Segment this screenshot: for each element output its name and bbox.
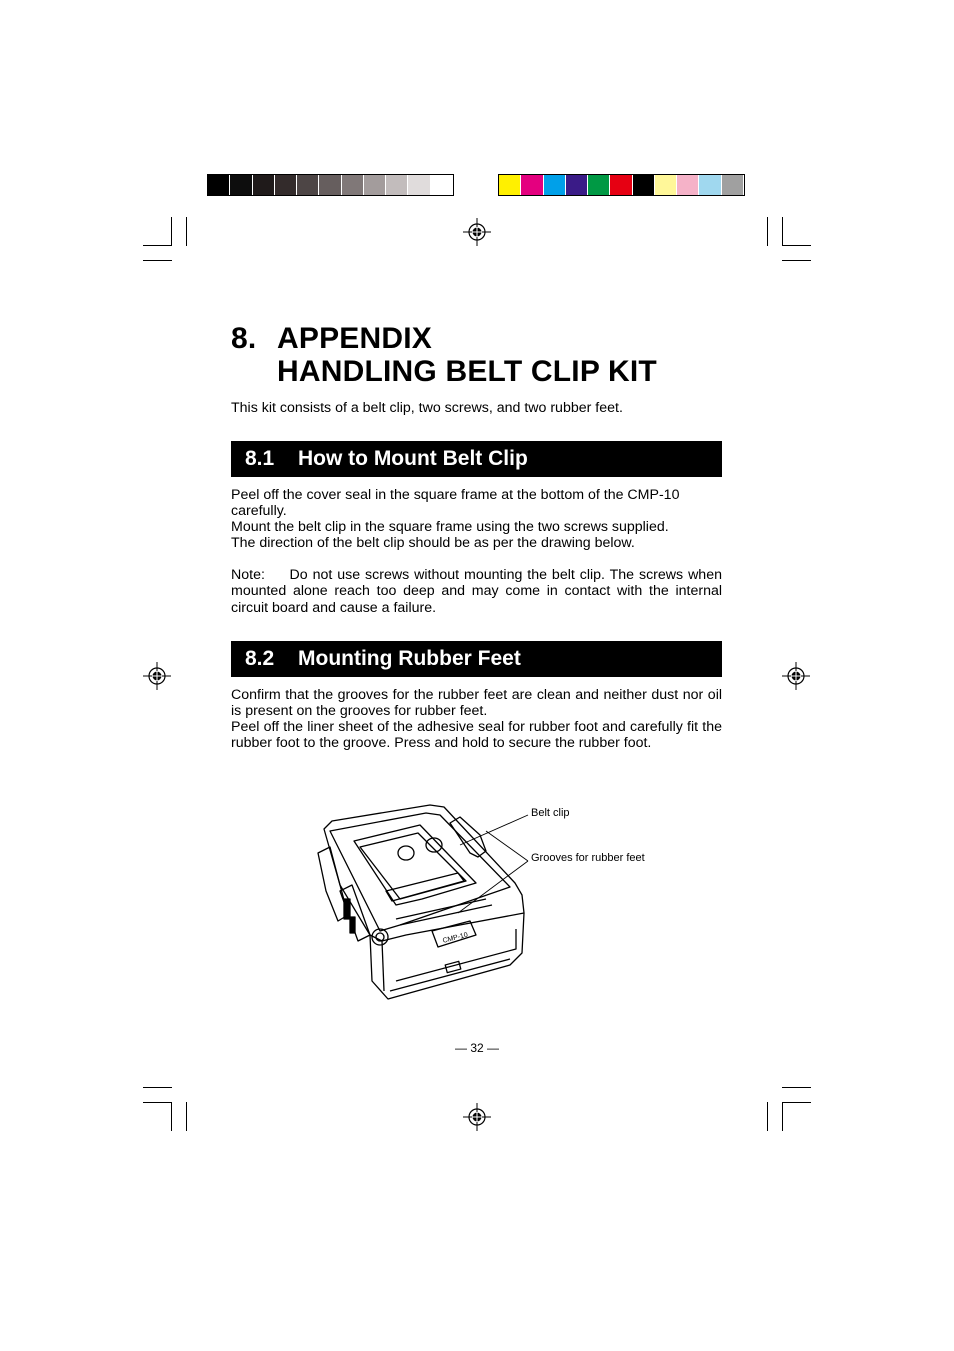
color-swatch [297, 175, 319, 195]
color-swatch [431, 175, 453, 195]
crop-mark [143, 245, 172, 246]
section-heading-8-2 [231, 641, 722, 677]
crop-mark [782, 1102, 783, 1131]
color-swatch [633, 175, 655, 195]
crop-mark [143, 260, 172, 261]
color-swatch [499, 175, 521, 195]
crop-mark [186, 217, 187, 246]
color-swatch [521, 175, 543, 195]
registration-mark-icon [143, 662, 171, 690]
crop-mark [782, 260, 811, 261]
crop-mark [782, 245, 811, 246]
callout-grooves: Grooves for rubber feet [531, 852, 645, 864]
color-swatch [699, 175, 721, 195]
color-swatch [655, 175, 677, 195]
section-number: 8.1 [245, 447, 275, 470]
color-swatch [208, 175, 230, 195]
page-title [231, 322, 657, 388]
color-swatch [677, 175, 699, 195]
crop-mark [767, 217, 768, 246]
registration-mark-icon [463, 1103, 491, 1131]
section-title: Mounting Rubber Feet [298, 647, 521, 670]
registration-mark-icon [782, 662, 810, 690]
paragraph: Confirm that the grooves for the rubber feet are clean and neither dust nor oil is present on the grooves for rubber feet. [231, 687, 722, 720]
note-paragraph [231, 567, 722, 616]
crop-mark [782, 1102, 811, 1103]
crop-mark [171, 217, 172, 246]
svg-text:CMP-10: CMP-10 [441, 931, 469, 945]
color-swatch [610, 175, 632, 195]
crop-mark [171, 1102, 172, 1131]
paragraph: Peel off the cover seal in the square frame at the bottom of the CMP-10 carefully. [231, 487, 680, 520]
crop-mark [143, 1102, 172, 1103]
color-swatch [253, 175, 275, 195]
color-swatch [722, 175, 744, 195]
color-swatch [386, 175, 408, 195]
page-number: — 32 — [454, 1041, 499, 1055]
color-swatch [319, 175, 341, 195]
title-line2: HANDLING BELT CLIP KIT [277, 355, 657, 388]
paragraph: Mount the belt clip in the square frame using the two screws supplied. [231, 519, 669, 535]
color-swatch [275, 175, 297, 195]
crop-mark [186, 1102, 187, 1131]
crop-mark [767, 1102, 768, 1131]
color-swatch [544, 175, 566, 195]
note-label: Note: [231, 567, 265, 583]
printer-belt-clip-illustration [310, 795, 540, 1005]
paragraph: Peel off the liner sheet of the adhesive seal for rubber foot and carefully fit the rubber foot to the groove. Press and hold to secure the rubber foot. [231, 719, 722, 752]
color-swatch [230, 175, 252, 195]
color-calibration-bar [498, 174, 745, 196]
color-swatch [588, 175, 610, 195]
title-line1: APPENDIX [277, 322, 432, 355]
paragraph: The direction of the belt clip should be as per the drawing below. [231, 535, 635, 551]
section-number: 8.2 [245, 647, 275, 670]
title-number: 8. [231, 322, 257, 355]
registration-mark-icon [463, 218, 491, 246]
note-text: Do not use screws without mounting the belt clip. The screws when mounted alone reach too deep and may come in contact with the internal circuit board and cause a failure. [231, 567, 722, 616]
crop-mark [782, 217, 783, 246]
color-swatch [566, 175, 588, 195]
section-heading-8-1 [231, 441, 722, 477]
color-swatch [408, 175, 430, 195]
grey-calibration-bar [207, 174, 454, 196]
crop-mark [782, 1087, 811, 1088]
crop-mark [143, 1087, 172, 1088]
intro-text: This kit consists of a belt clip, two screws, and two rubber feet. [231, 400, 623, 416]
section-title: How to Mount Belt Clip [298, 447, 528, 470]
color-swatch [364, 175, 386, 195]
callout-belt-clip: Belt clip [531, 807, 570, 819]
color-swatch [342, 175, 364, 195]
